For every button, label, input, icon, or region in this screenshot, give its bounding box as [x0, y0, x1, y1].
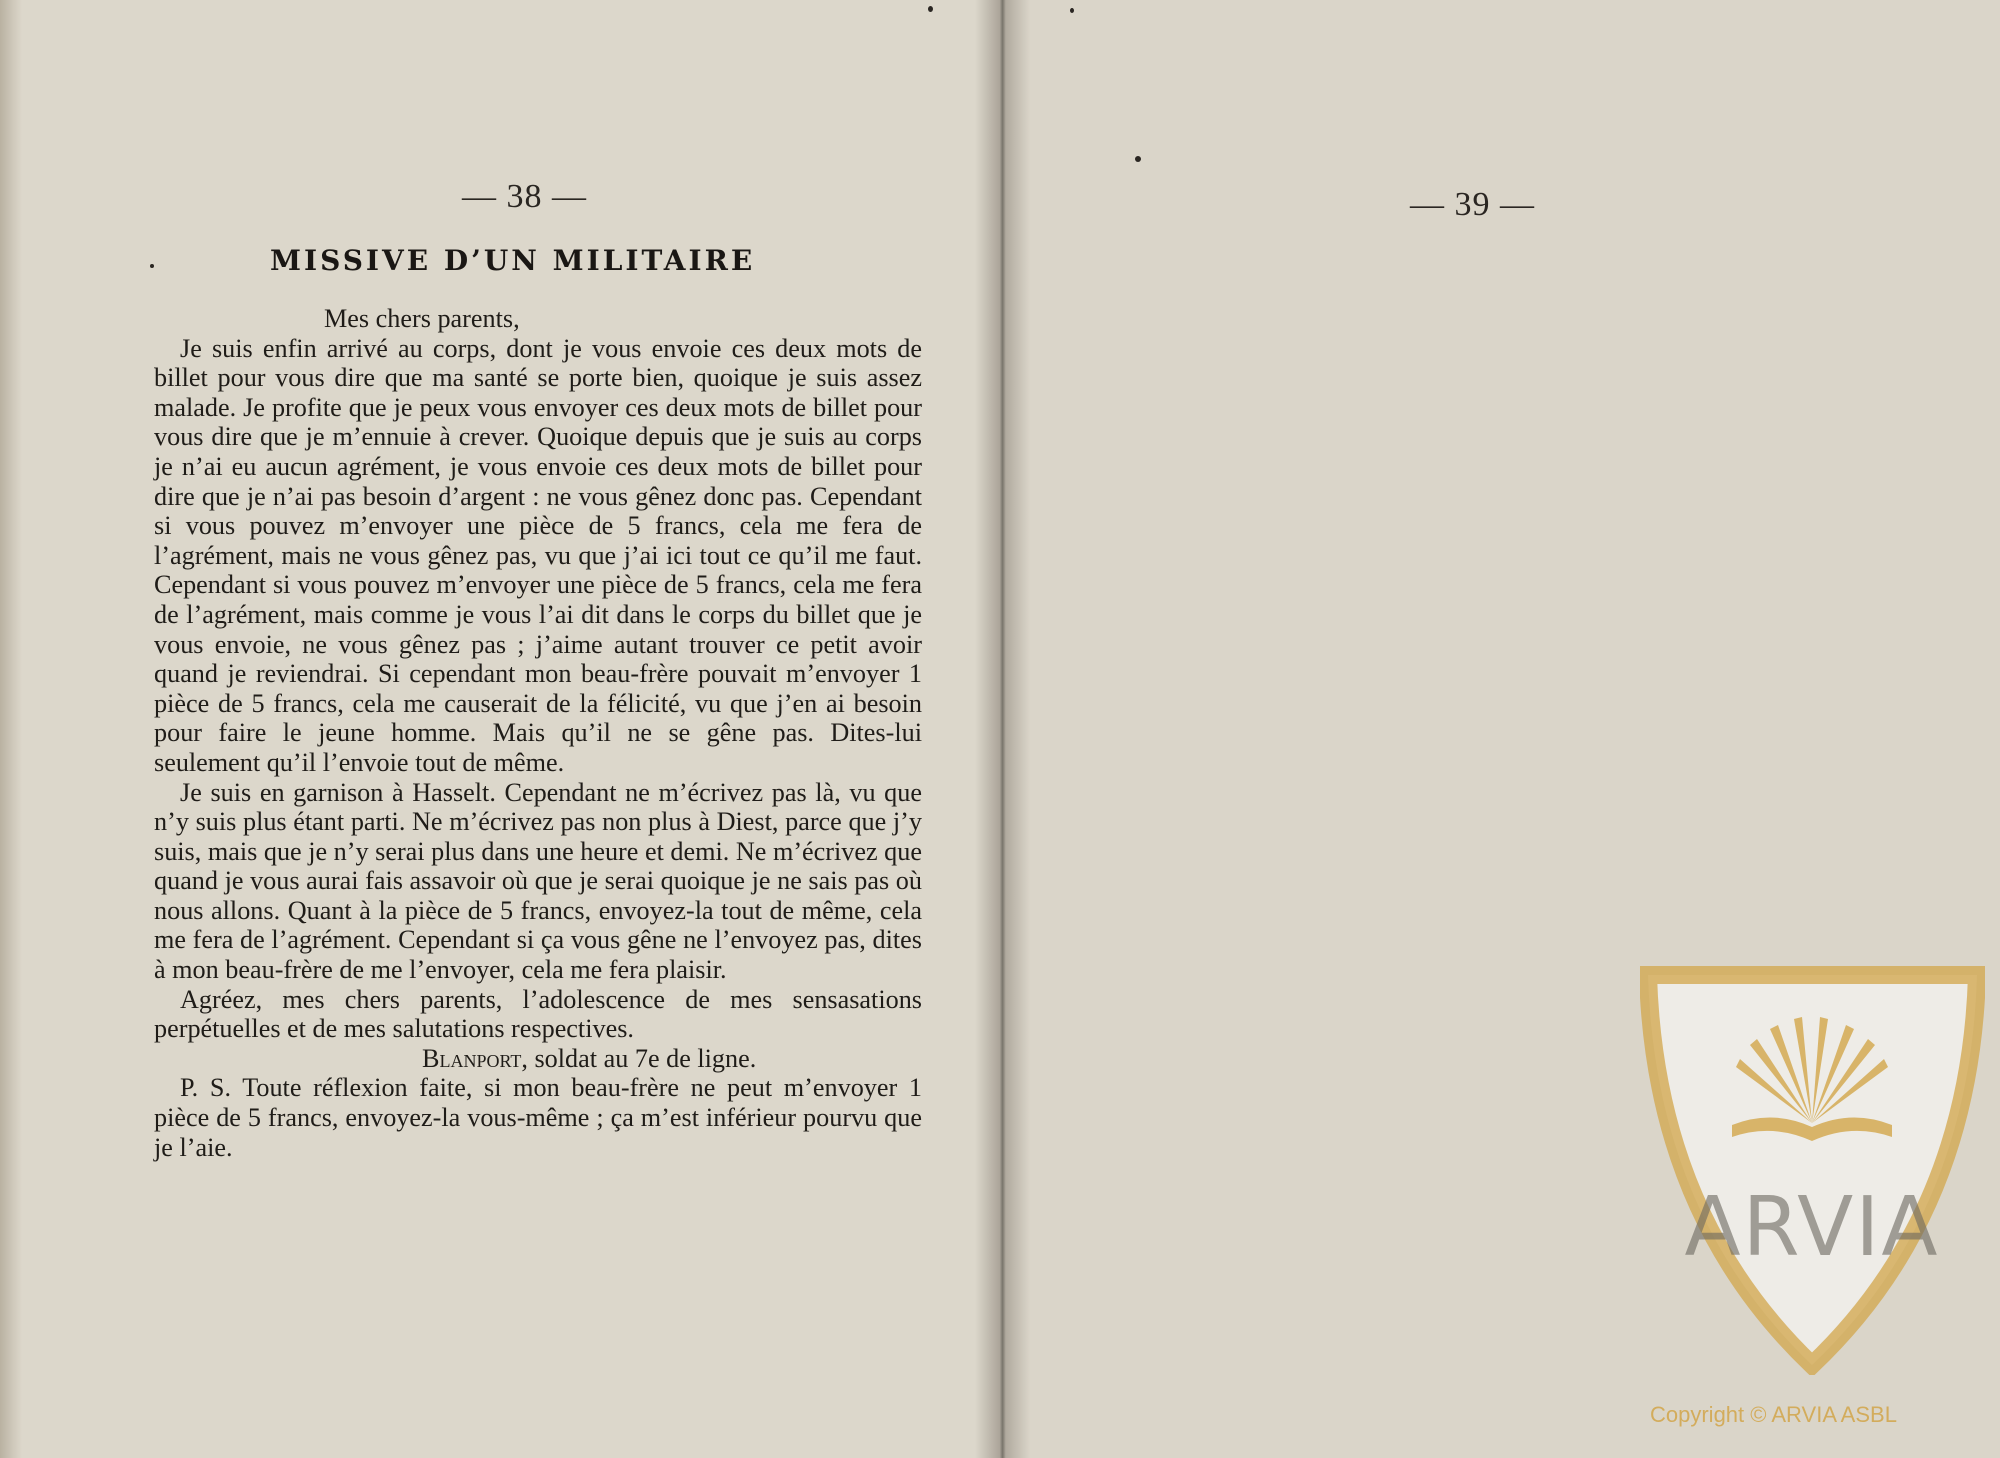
- copyright-text: Copyright © ARVIA ASBL: [1650, 1402, 1897, 1427]
- paper-speck: [928, 6, 933, 12]
- left-title: MISSIVE D’UN MILITAIRE: [270, 244, 756, 277]
- postscript: P. S. Toute réflexion faite, si mon beau-frère ne peut m’envoyer 1 pièce de 5 francs, envoyez-la vous-même ; ça m’est inférieur pourvu que je l’aie.: [154, 1073, 922, 1162]
- salutation: Mes chers parents,: [324, 304, 520, 333]
- page-edge: [0, 0, 22, 1458]
- signature: [154, 1044, 922, 1074]
- paper-speck: [1135, 156, 1141, 162]
- paper-speck: [150, 264, 154, 268]
- page-number-right: — 39 —: [1410, 186, 1535, 223]
- signature-rest: , soldat au 7e de ligne.: [521, 1043, 757, 1073]
- paragraph: Je suis en garnison à Hasselt. Cependant ne m’écrivez pas là, vu que n’y suis plus étant parti. Ne m’écrivez pas non plus à Diest, parce que j’y suis, mais que je n’y serai plus dans une heure et demi. Ne m’écrivez que quand je vous aurai fais assavoir où que je serai quoique je ne sais pas où nous allons. Quant à la pièce de 5 francs, envoyez-la tout de même, cela me fera de l’agrément. Cependant si ça vous gêne ne l’envoyez pas, dites à mon beau-frère de me l’envoyer, cela me fera plaisir.: [154, 777, 922, 985]
- watermark-brand: ARVIA: [1684, 1180, 1940, 1275]
- left-body: [154, 304, 922, 1162]
- paragraph: Agréez, mes chers parents, l’adolescence de mes sensasations perpétuelles et de mes salutations respectives.: [154, 984, 922, 1044]
- signature-name: Blanport: [422, 1043, 522, 1073]
- shield-icon: [1648, 975, 1977, 1365]
- paragraph: Je suis enfin arrivé au corps, dont je vous envoie ces deux mots de billet pour vous dire que ma santé se porte bien, quoique je suis assez malade. Je profite que je peux vous envoyer ces deux mots de billet pour vous dire que je m’ennuie à crever. Quoique depuis que je suis au corps je n’ai eu aucun agrément, je vous envoie ces deux mots de billet pour dire que je n’ai pas besoin d’argent : ne vous gênez donc pas. Cependant si vous pouvez m’envoyer une pièce de 5 francs, cela me fera de l’agrément, mais ne vous gênez pas, vu que j’ai ici tout ce qu’il me faut. Cependant si vous pouvez m’envoyer une pièce de 5 francs, cela me fera de l’agrément, mais comme je vous l’ai dit dans le corps du billet que je vous envoie, ne vous gênez pas ; j’aime autant trouver ce petit avoir quand je reviendrai. Si cependant mon beau-frère pouvait m’envoyer 1 pièce de 5 francs, cela me causerait de la félicité, vu que j’en ai besoin pour faire le jeune homme. Mais qu’il ne se gêne pas. Dites-lui seulement qu’il l’envoie tout de même.: [154, 333, 922, 777]
- arvia-watermark-logo: [1640, 955, 1985, 1375]
- book-gutter: [975, 0, 1030, 1458]
- paper-speck: [1070, 8, 1074, 13]
- page-number-left: — 38 —: [462, 178, 587, 215]
